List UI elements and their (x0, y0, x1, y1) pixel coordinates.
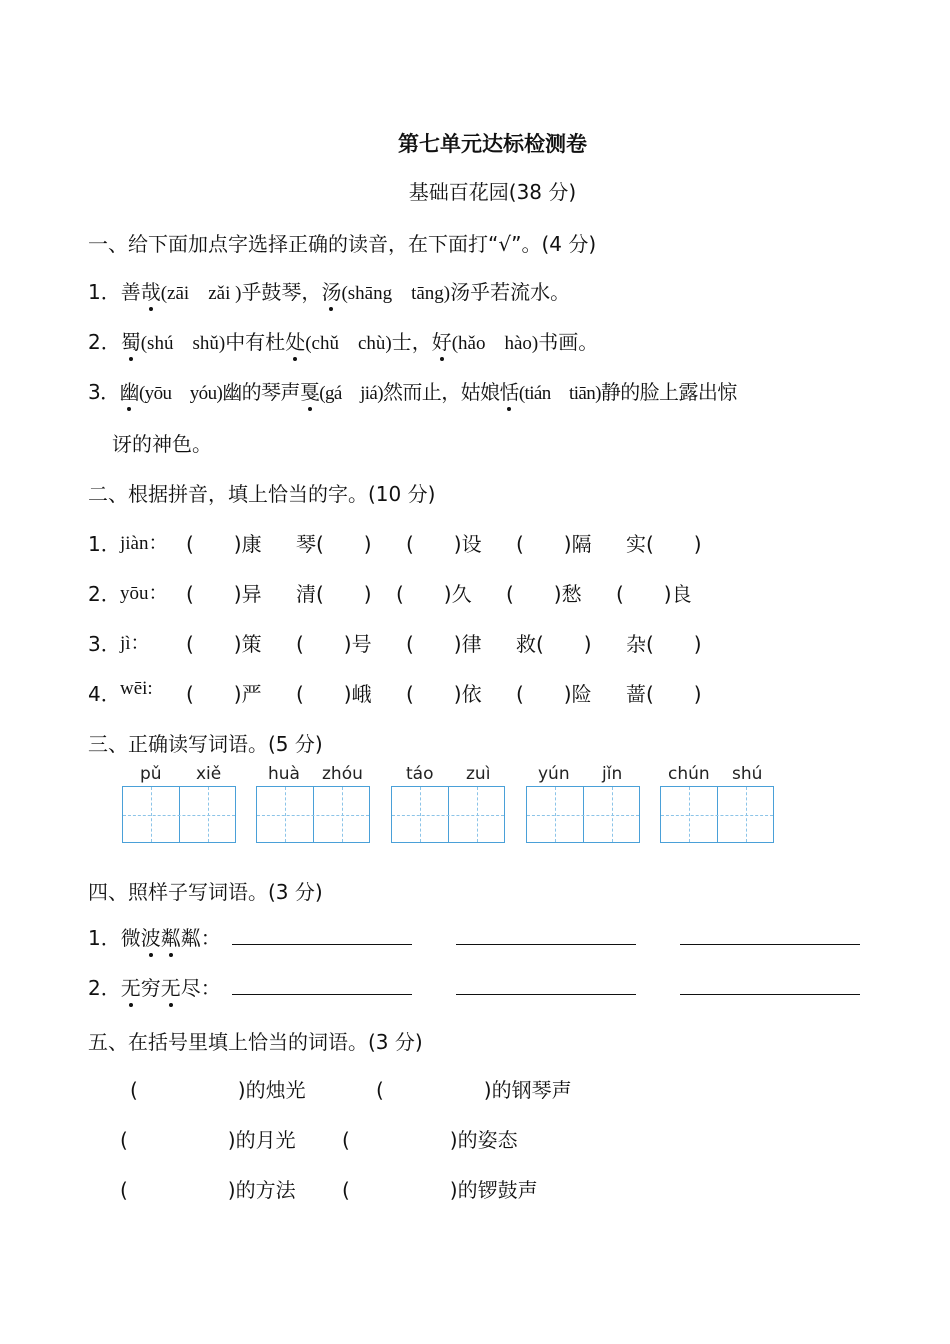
s4-question-1 (88, 922, 221, 951)
text: 尽： (180, 976, 221, 1000)
fill-blank[interactable]: ( )设 (406, 532, 482, 556)
word-5-pinyin-2: shú (732, 764, 763, 784)
fill-blank[interactable]: ( )依 (406, 682, 482, 706)
dotted-char: 汤 (321, 276, 341, 305)
fill-blank[interactable]: 蔷( ) (626, 682, 702, 706)
fill-blank[interactable]: ( )策 (186, 632, 262, 656)
text: 汤乎若流水。 (450, 280, 571, 304)
s1-question-3-continued: 讶的神色。 (112, 432, 212, 456)
fill-blank[interactable]: ( )律 (406, 632, 482, 656)
question-number: 3． (88, 632, 121, 656)
answer-line-1a[interactable] (232, 944, 412, 945)
dotted-char: 幽 (120, 376, 139, 405)
word-1-pinyin-1: pǔ (140, 764, 162, 784)
pinyin-choice[interactable]: (chǔ chù) (305, 333, 392, 354)
text: 书画。 (538, 330, 599, 354)
s5-item-2a[interactable]: ( )的月光 (120, 1128, 296, 1152)
section-2-heading: 二、根据拼音，填上恰当的字。(10 分) (88, 482, 436, 506)
fill-blank[interactable]: ( )险 (516, 682, 592, 706)
dotted-char: 戛 (300, 376, 319, 405)
dotted-char: 无 (161, 972, 181, 1001)
writing-grid-5[interactable] (660, 786, 774, 843)
word-2-pinyin-2: zhóu (322, 764, 363, 784)
question-number: 1． (88, 532, 121, 556)
fill-blank[interactable]: ( )久 (396, 582, 472, 606)
question-number: 2． (88, 976, 121, 1000)
dotted-char: 波 (141, 922, 161, 951)
writing-grid-4[interactable] (526, 786, 640, 843)
section-1-heading: 一、给下面加点字选择正确的读音，在下面打“√”。(4 分) (88, 232, 597, 256)
text: 善 (120, 280, 141, 304)
s5-item-2b[interactable]: ( )的姿态 (342, 1128, 518, 1152)
word-2-pinyin-1: huà (268, 764, 300, 784)
section-4-heading: 四、照样子写词语。(3 分) (88, 880, 323, 904)
word-5-pinyin-1: chún (668, 764, 710, 784)
s4-question-2 (88, 972, 221, 1001)
pinyin-choice[interactable]: (shāng tāng) (341, 283, 451, 304)
fill-blank[interactable]: 清( ) (296, 582, 372, 606)
s5-item-1a[interactable]: ( )的烛光 (130, 1078, 306, 1102)
dotted-char: 处 (285, 326, 305, 355)
writing-grid-1[interactable] (122, 786, 236, 843)
text: 穷 (140, 976, 161, 1000)
fill-blank[interactable]: ( )隔 (516, 532, 592, 556)
writing-grid-3[interactable] (391, 786, 505, 843)
s5-item-3a[interactable]: ( )的方法 (120, 1178, 296, 1202)
s1-question-2 (88, 326, 598, 355)
section-3-heading: 三、正确读写词语。(5 分) (88, 732, 323, 756)
fill-blank[interactable]: ( )异 (186, 582, 262, 606)
pinyin-choice[interactable]: (gá jiá) (319, 383, 383, 404)
fill-blank[interactable]: 杂( ) (626, 632, 702, 656)
word-4-pinyin-1: yún (538, 764, 570, 784)
text: 然而止，姑娘 (383, 380, 500, 404)
question-number: 2． (88, 582, 121, 606)
fill-blank[interactable]: ( )峨 (296, 682, 372, 706)
pinyin: jiàn： (120, 533, 168, 554)
dotted-char: 恬 (499, 376, 518, 405)
pinyin: yōu： (120, 583, 168, 604)
question-number: 1． (88, 926, 121, 950)
answer-line-2a[interactable] (232, 994, 412, 995)
text: 士， (391, 330, 432, 354)
s1-question-1 (88, 276, 570, 305)
dotted-char: 无 (121, 972, 141, 1001)
word-3-pinyin-1: táo (406, 764, 434, 784)
pinyin-choice[interactable]: (hǎo hào) (451, 333, 539, 354)
s5-item-1b[interactable]: ( )的钢琴声 (376, 1078, 572, 1102)
fill-blank[interactable]: ( )愁 (506, 582, 582, 606)
fill-blank[interactable]: 实( ) (626, 532, 702, 556)
fill-blank[interactable]: ( )严 (186, 682, 262, 706)
word-3-pinyin-2: zuì (466, 764, 491, 784)
section-5-heading: 五、在括号里填上恰当的词语。(3 分) (88, 1030, 423, 1054)
text: 静的脸上露出惊 (600, 380, 737, 404)
dotted-char: 好 (432, 326, 452, 355)
text: 粼： (180, 926, 221, 950)
fill-blank[interactable]: ( )康 (186, 532, 262, 556)
question-number: 4． (88, 682, 121, 706)
s1-question-3 (88, 376, 737, 405)
pinyin-choice[interactable]: (tián tiān) (518, 383, 601, 404)
word-1-pinyin-2: xiě (196, 764, 222, 784)
writing-grid-2[interactable] (256, 786, 370, 843)
answer-line-2b[interactable] (456, 994, 636, 995)
dotted-char: 粼 (161, 922, 181, 951)
page-subtitle: 基础百花园(38 分) (408, 180, 577, 204)
page-title: 第七单元达标检测卷 (398, 132, 587, 156)
word-4-pinyin-2: jǐn (602, 764, 623, 784)
dotted-char: 蜀 (121, 326, 141, 355)
question-number: 2． (88, 330, 121, 354)
question-number: 1． (88, 280, 121, 304)
fill-blank[interactable]: 救( ) (516, 632, 592, 656)
text: 中有杜 (225, 330, 286, 354)
fill-blank[interactable]: 琴( ) (296, 532, 372, 556)
text: 幽的琴声 (222, 380, 300, 404)
pinyin: wēi: (120, 678, 153, 699)
text: 微 (120, 926, 141, 950)
fill-blank[interactable]: ( )良 (616, 582, 692, 606)
dotted-char: 哉 (141, 276, 161, 305)
fill-blank[interactable]: ( )号 (296, 632, 372, 656)
text: 乎鼓琴， (241, 280, 322, 304)
pinyin-choice[interactable]: (shú shǔ) (140, 333, 226, 354)
pinyin-choice[interactable]: (zāi zǎi ) (160, 283, 242, 304)
answer-line-1b[interactable] (456, 944, 636, 945)
s5-item-3b[interactable]: ( )的锣鼓声 (342, 1178, 538, 1202)
answer-line-2c[interactable] (680, 994, 860, 995)
answer-line-1c[interactable] (680, 944, 860, 945)
question-number: 3． (88, 380, 120, 404)
pinyin-choice[interactable]: (yōu yóu) (138, 383, 223, 404)
pinyin: jì： (120, 633, 150, 654)
